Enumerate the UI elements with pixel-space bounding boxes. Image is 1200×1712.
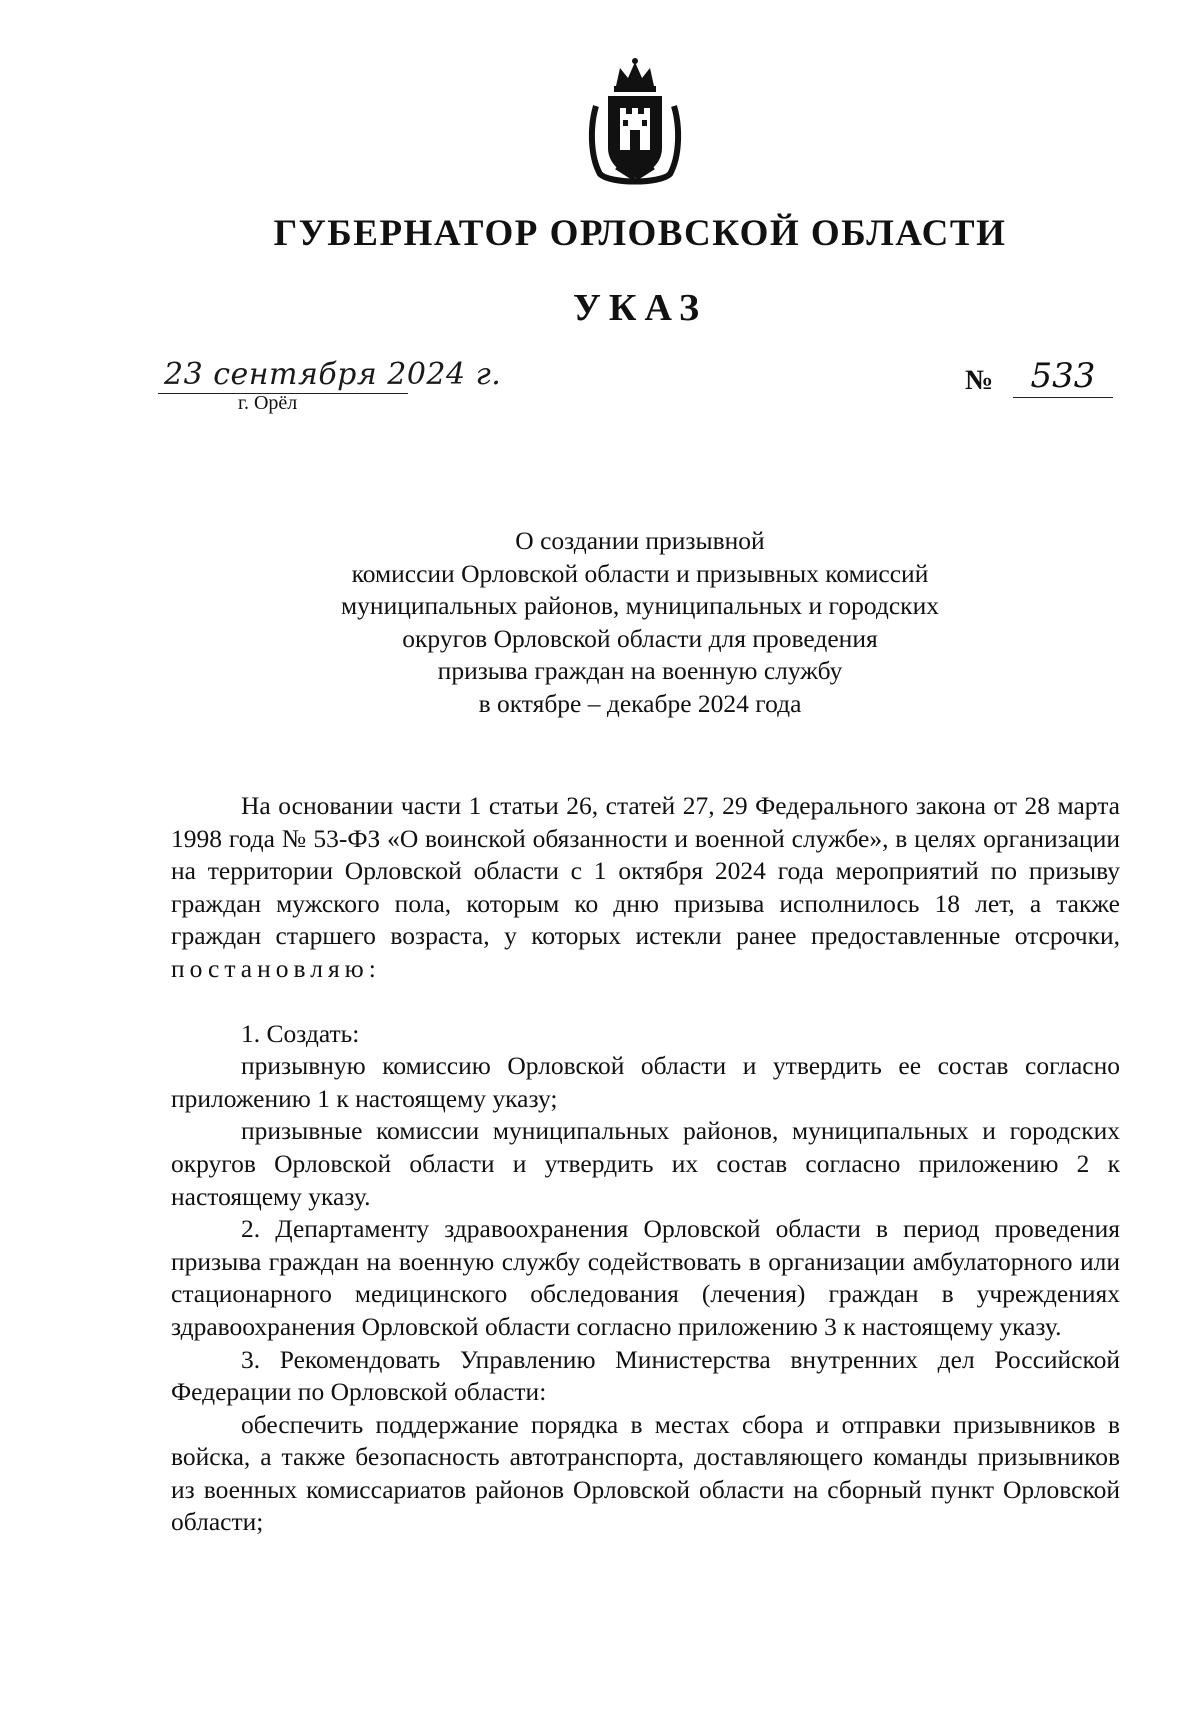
preamble-text: На основании части 1 статьи 26, статей 27, 29 Федерального закона от 28 марта 1998 года № 53-ФЗ «О воинской обязанности и военной службе», в целях организации на территории Орловской области с 1 октября 2024 года мероприятий по призыву граждан мужского пола, которым ко дню призыва исполнилось 18 лет, а также граждан старшего возраста, у которых истекли ранее предоставленные отсрочки, [171, 791, 1120, 951]
item-1-b: призывные комиссии муниципальных районов, муниципальных и городских округов Орловской области и утвердить их состав согласно приложению 2 к настоящему указу. [171, 1116, 1120, 1211]
handwritten-number: 533 [1013, 355, 1113, 398]
subject-line: О создании призывной [515, 526, 765, 555]
place-of-issue: г. Орёл [238, 392, 298, 414]
decree-subject [240, 525, 1040, 720]
decree-number-block [965, 355, 1125, 399]
item-3-a: обеспечить поддержание порядка в местах сбора и отправки призывников в войска, а также безопасность автотранспорта, доставляющего команды призывников из военных комиссариатов районов Орловской области на сборный пункт Орловской области; [171, 1409, 1120, 1537]
subject-line: в октябре – декабре 2024 года [478, 688, 802, 718]
item-2: 2. Департаменту здравоохранения Орловской области в период проведения призыва граждан на военную службу содействовать в организации амбулаторного или стационарного медицинского обследования (лечения) граждан в учреждениях здравоохранения Орловской области согласно приложению 3 к настоящему указу. [171, 1214, 1120, 1341]
decree-verb: постановляю: [171, 953, 381, 983]
issuing-authority: ГУБЕРНАТОР ОРЛОВСКОЙ ОБЛАСТИ [273, 213, 1007, 254]
preamble-paragraph [171, 790, 1120, 986]
handwritten-date: 23 сентября 2024 г. [164, 357, 502, 392]
item-1-heading: 1. Создать: [241, 1018, 360, 1048]
coat-of-arms-icon [586, 56, 684, 188]
number-label: № [965, 365, 994, 396]
subject-line: муниципальных районов, муниципальных и городских [341, 591, 939, 620]
subject-line: округов Орловской области для проведения [402, 623, 878, 653]
item-3: 3. Рекомендовать Управлению Министерства внутренних дел Российской Федерации по Орловской области: [171, 1344, 1120, 1407]
document-type: УКАЗ [573, 287, 707, 329]
date-block [158, 355, 528, 415]
item-1-a: призывную комиссию Орловской области и утвердить ее состав согласно приложению 1 к настоящему указу; [171, 1051, 1120, 1113]
decree-body [171, 790, 1120, 1539]
subject-line: призыва граждан на военную службу [437, 656, 843, 685]
subject-line: комиссии Орловской области и призывных комиссий [351, 558, 929, 588]
